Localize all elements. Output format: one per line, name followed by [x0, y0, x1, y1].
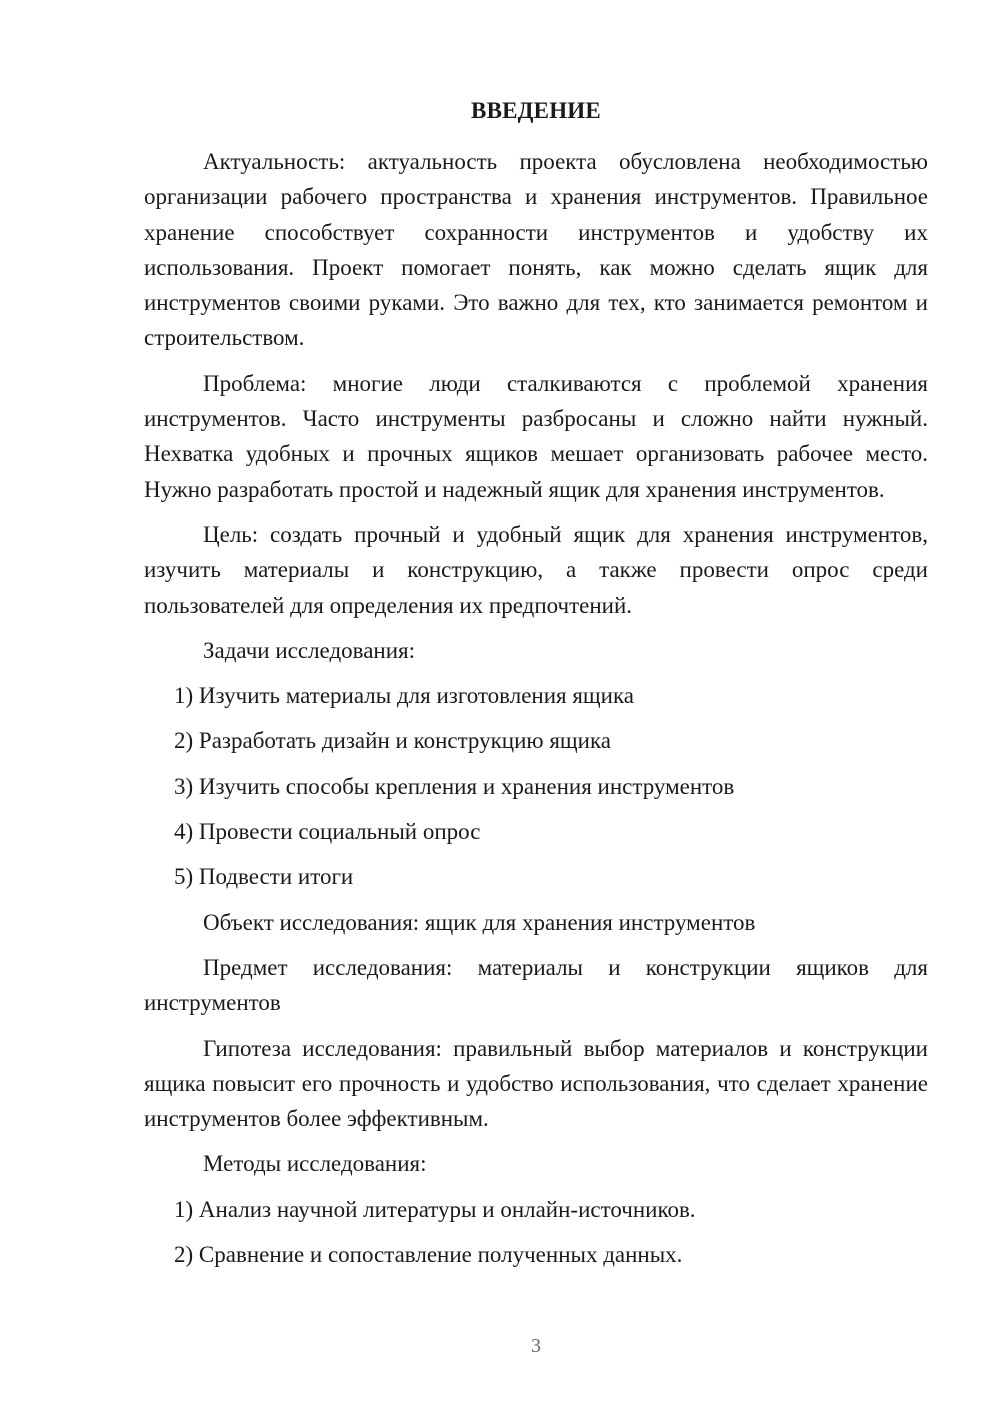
list-item: 4) Провести социальный опрос [174, 819, 481, 845]
list-item: 1) Анализ научной литературы и онлайн-источников. [174, 1196, 696, 1222]
tasks-list [144, 678, 928, 894]
list-item: 3) Изучить способы крепления и хранения инструментов [174, 773, 735, 799]
body-text [144, 144, 928, 1282]
list-item: 2) Сравнение и сопоставление полученных данных. [174, 1242, 683, 1268]
methods-title: Методы исследования: [203, 1151, 427, 1177]
section-heading: ВВЕДЕНИЕ [471, 98, 601, 123]
object-paragraph: Объект исследования: ящик для хранения инструментов [203, 909, 756, 935]
hypothesis-paragraph: Гипотеза исследования: правильный выбор материалов и конструкции ящика повысит его прочность и удобство использования, что сделает хранение инструментов более эффективным. [144, 1035, 928, 1132]
list-item: 2) Разработать дизайн и конструкцию ящика [174, 728, 611, 754]
page-number: 3 [531, 1335, 541, 1357]
list-item: 5) Подвести итоги [174, 864, 354, 890]
problem-paragraph: Проблема: многие люди сталкиваются с проблемой хранения инструментов. Часто инструменты разбросаны и сложно найти нужный. Нехватка удобных и прочных ящиков мешает организовать рабочее место. Нужно разработать простой и надежный ящик для хранения инструментов. [144, 370, 928, 502]
subject-paragraph: Предмет исследования: материалы и конструкции ящиков для инструментов [144, 954, 928, 1016]
list-item: 1) Изучить материалы для изготовления ящика [174, 683, 634, 709]
methods-list [144, 1192, 928, 1273]
relevance-paragraph: Актуальность: актуальность проекта обусловлена необходимостью организации рабочего пространства и хранения инструментов. Правильное хранение способствует сохранности инструментов и удобству их использования. Проект помогает понять, как можно сделать ящик для инструментов своими руками. Это важно для тех, кто занимается ремонтом и строительством. [144, 149, 928, 351]
tasks-title: Задачи исследования: [203, 637, 416, 663]
goal-paragraph: Цель: создать прочный и удобный ящик для хранения инструментов, изучить материалы и конструкцию, а также провести опрос среди пользователей для определения их предпочтений. [144, 521, 928, 618]
